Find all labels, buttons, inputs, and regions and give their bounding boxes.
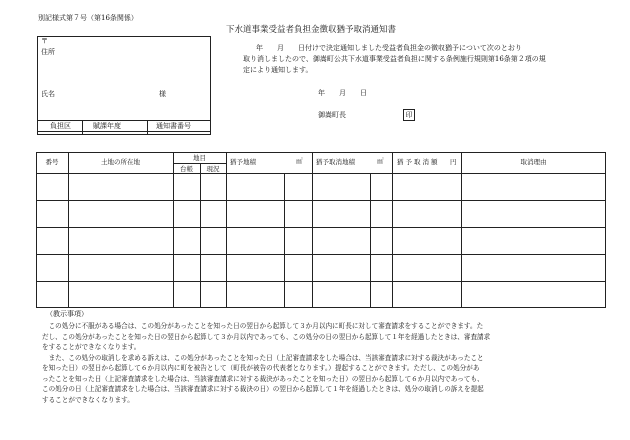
note-line: をすることができなくなります。 — [42, 343, 141, 351]
note-line: を知った日）の翌日から起算して６か月以内に町を被告として（町長が被告の代表者となります。）提起することができます。ただし、この処分があ — [42, 364, 480, 372]
th-daicho: 台帳 — [180, 165, 193, 173]
note-line: また、この処分の取消しを求める訴えは、この処分があったことを知った日（上記審査請求をした場合は、当該審査請求に対する裁決があったこと — [42, 353, 484, 362]
note-line: ったことを知った日（上記審査請求をした場合は、当該審査請求に対する裁決があったことを知った日）の翌日から起算して６か月以内であっても、 — [42, 374, 484, 383]
cancel-table — [36, 152, 606, 308]
th-genkyo: 現況 — [206, 165, 220, 173]
notes-body — [42, 321, 604, 405]
mayor-label: 御嵩町長 — [318, 111, 346, 119]
th-number: 番号 — [45, 158, 59, 166]
th-area-unit: ㎡ — [296, 157, 303, 165]
postal-mark: 〒 — [41, 37, 48, 45]
form-label: 別記様式第７号（第16条関係） — [38, 14, 138, 22]
th-cancel-amount: 猶予取消額 — [397, 158, 440, 166]
notes-heading: （教示事項） — [46, 310, 88, 318]
th-reason: 取消理由 — [520, 158, 547, 166]
address-label: 住所 — [41, 48, 55, 56]
th-amount-unit: 円 — [450, 158, 457, 166]
th-chimoku: 地目 — [193, 154, 206, 162]
seal-mark: 印 — [403, 109, 415, 121]
note-line: だし、この処分があったことを知った日の翌日から起算して３か月以内であっても、この処分の日の翌日から起算して１年を経過したときは、審査請求 — [42, 332, 491, 341]
note-line: この処分の日（上記審査請求をした場合は、当該審査請求に対する裁決の日）の翌日から起算して１年を経過したときは、処分の取消しの訴えを提起 — [42, 385, 484, 393]
honorific: 様 — [159, 90, 166, 98]
th-area: 猶予地積 — [230, 158, 256, 166]
note-line: することができなくなります。 — [42, 395, 134, 404]
th-location: 土地の所在地 — [101, 158, 140, 166]
intro-line-2: 取り消しましたので、御嵩町公共下水道事業受益者負担に関する条例施行規則第16条第２項の規 — [243, 55, 546, 63]
name-label: 氏名 — [41, 90, 55, 98]
page-title: 下水道事業受益者負担金徴収猶予取消通知書 — [226, 25, 397, 35]
intro-line-1: 年 月 日付けで決定通知しました受益者負担金の徴収猶予について次のとおり — [256, 44, 522, 52]
col-futanku: 負担区 — [50, 122, 71, 130]
col-notice-number: 通知書番号 — [156, 122, 191, 130]
date-line: 年 月 日 — [318, 89, 367, 97]
th-cancel-area-unit: ㎡ — [377, 157, 384, 165]
th-cancel-area: 猶予取消地積 — [316, 158, 355, 166]
intro-line-3: 定により通知します。 — [243, 66, 313, 74]
note-line: この処分に不服がある場合は、この処分があったことを知った日の翌日から起算して３か月以内に町長に対して審査請求をすることができます。た — [42, 322, 484, 330]
col-fuka-nendo: 賦課年度 — [93, 122, 121, 130]
